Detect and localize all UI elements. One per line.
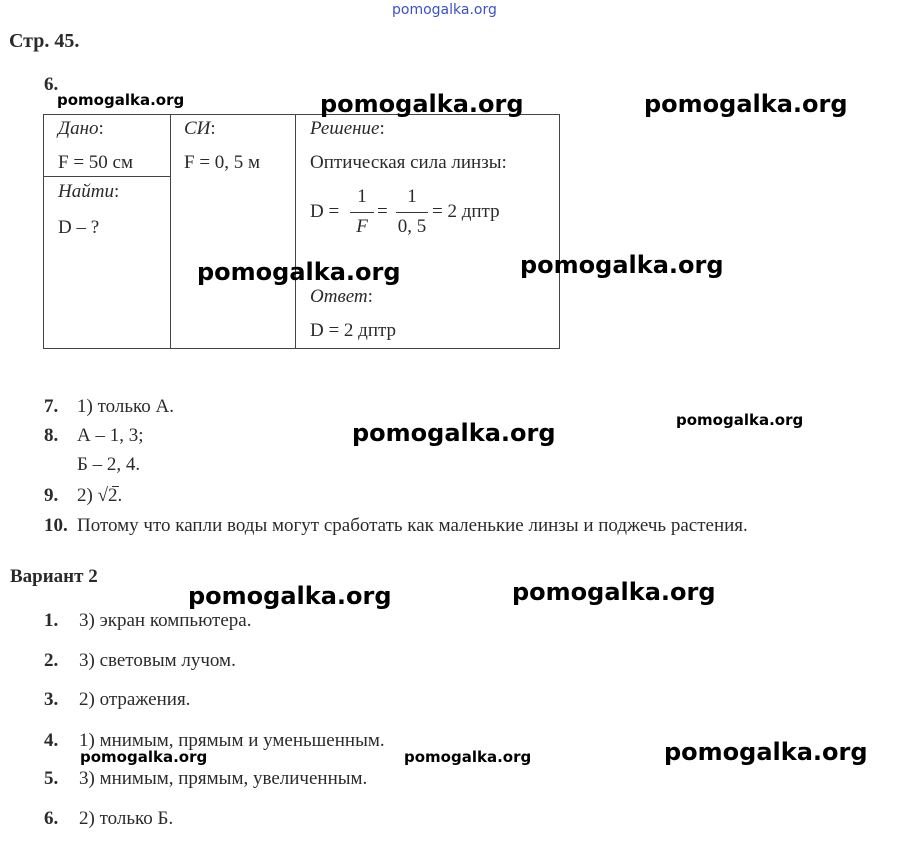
answer-10-text: Потому что капли воды могут сработать как маленькие линзы и поджечь растения. xyxy=(77,515,748,536)
solution-text: Оптическая сила линзы: xyxy=(310,152,507,173)
si-value: F = 0, 5 м xyxy=(184,152,261,173)
fraction-2 xyxy=(396,186,428,244)
sqrt-expression xyxy=(98,485,118,507)
variant2-item-3-text: 2) отражения. xyxy=(79,689,191,710)
formula-rhs: = 2 дптр xyxy=(432,201,500,222)
watermark: pomogalka.org xyxy=(512,578,716,606)
find-value: D – ? xyxy=(58,217,100,238)
si-label xyxy=(184,118,216,140)
given-label-text: Дано xyxy=(58,118,99,139)
formula-eq: = xyxy=(377,201,388,222)
fraction-1-numerator: 1 xyxy=(357,186,367,207)
si-colon: : xyxy=(210,118,216,139)
variant2-item-6-number: 6. xyxy=(44,808,59,829)
watermark: pomogalka.org xyxy=(352,419,556,447)
variant2-item-6-text: 2) только Б. xyxy=(79,808,174,829)
watermark: pomogalka.org xyxy=(197,258,401,286)
given-value: F = 50 см xyxy=(58,152,133,173)
fraction-2-bar xyxy=(396,212,428,213)
watermark: pomogalka.org xyxy=(676,411,804,429)
answer-8-text: А – 1, 3; xyxy=(77,425,144,446)
answer-9-text-post: . xyxy=(117,485,123,506)
page-header: Стр. 45. xyxy=(9,30,80,52)
variant2-item-1 xyxy=(44,610,251,632)
task6-number: 6. xyxy=(44,74,59,95)
answer-value: D = 2 дптр xyxy=(310,320,397,341)
answer-7-text: 1) только А. xyxy=(77,396,175,417)
find-label-text: Найти xyxy=(58,181,114,202)
given-label xyxy=(58,118,104,140)
answer-7-number: 7. xyxy=(44,396,59,417)
fraction-2-denominator: 0, 5 xyxy=(397,216,427,237)
si-label-text: СИ xyxy=(184,118,211,139)
watermark: pomogalka.org xyxy=(57,91,185,109)
watermark: pomogalka.org xyxy=(80,748,208,766)
solution-label-text: Решение xyxy=(310,118,380,139)
sqrt-sign: √ xyxy=(97,485,109,506)
fraction-2-numerator: 1 xyxy=(407,186,417,207)
variant2-item-6 xyxy=(44,808,173,830)
answer-7 xyxy=(44,396,174,418)
table-divider-h xyxy=(44,176,170,177)
find-label xyxy=(58,181,119,203)
given-colon: : xyxy=(98,118,104,139)
answer-9-text-pre: 2) xyxy=(77,485,93,506)
variant2-item-1-text: 3) экран компьютера. xyxy=(79,610,252,631)
variant2-item-4-text: 1) мнимым, прямым и уменьшенным. xyxy=(79,730,385,751)
fraction-1 xyxy=(350,186,374,244)
answer-10-number: 10. xyxy=(44,515,68,536)
watermark-top: pomogalka.org xyxy=(392,2,497,18)
variant2-item-2-number: 2. xyxy=(44,650,59,671)
variant2-item-4-number: 4. xyxy=(44,730,59,751)
variant2-title: Вариант 2 xyxy=(10,566,98,587)
watermark: pomogalka.org xyxy=(404,748,532,766)
variant2-item-5-number: 5. xyxy=(44,768,59,789)
formula-lhs: D = xyxy=(310,201,340,222)
watermark: pomogalka.org xyxy=(188,582,392,610)
variant2-item-5-text: 3) мнимым, прямым, увеличенным. xyxy=(79,768,368,789)
table-divider-1 xyxy=(170,115,171,348)
watermark: pomogalka.org xyxy=(664,738,868,766)
answer-9-number: 9. xyxy=(44,485,59,506)
watermark: pomogalka.org xyxy=(520,251,724,279)
fraction-1-bar xyxy=(350,212,374,213)
variant2-item-3-number: 3. xyxy=(44,689,59,710)
answer-colon: : xyxy=(367,286,373,307)
watermark: pomogalka.org xyxy=(320,90,524,118)
variant2-item-5 xyxy=(44,768,367,790)
answer-8-number: 8. xyxy=(44,425,59,446)
answer-8-text-2: Б – 2, 4. xyxy=(77,454,141,475)
answer-9 xyxy=(44,485,122,507)
find-colon: : xyxy=(113,181,120,202)
solution-colon: : xyxy=(379,118,385,139)
answer-10 xyxy=(44,515,748,537)
variant2-item-2 xyxy=(44,650,236,672)
answer-label-text: Ответ xyxy=(310,286,368,307)
table-divider-2 xyxy=(295,115,296,348)
given-table xyxy=(43,114,560,349)
fraction-1-denominator: F xyxy=(356,216,368,237)
answer-label xyxy=(310,286,373,308)
variant2-item-2-text: 3) световым лучом. xyxy=(79,650,236,671)
sqrt-argument: 2 xyxy=(108,485,118,506)
solution-label xyxy=(310,118,385,140)
sqrt-overline xyxy=(112,486,119,487)
variant2-item-1-number: 1. xyxy=(44,610,59,631)
answer-8 xyxy=(44,425,144,447)
watermark: pomogalka.org xyxy=(644,90,848,118)
variant2-item-3 xyxy=(44,689,190,711)
